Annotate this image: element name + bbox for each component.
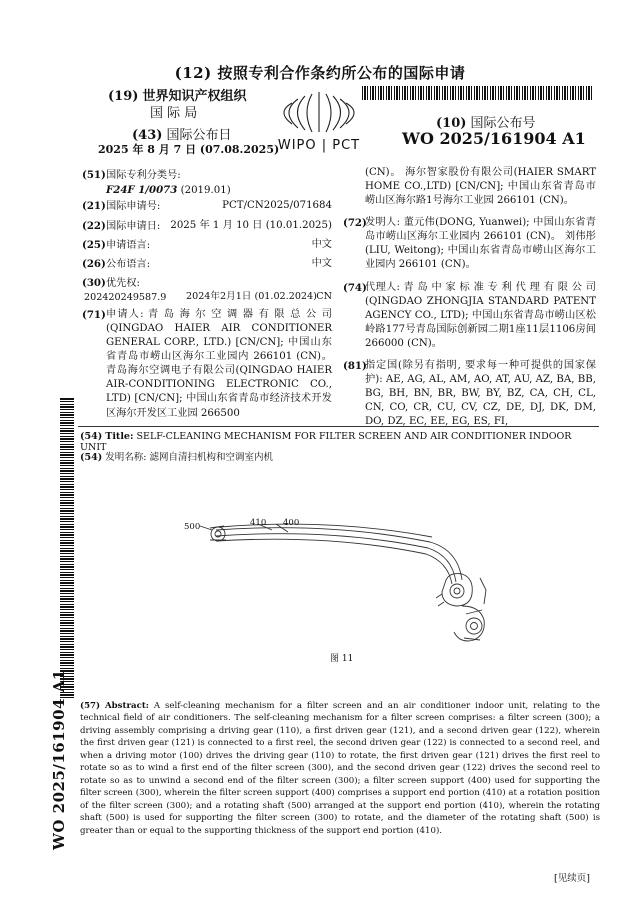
priority-country: CN bbox=[316, 291, 332, 302]
field-code: (74) bbox=[343, 281, 367, 294]
abstract-text: A self-cleaning mechanism for a filter screen and an air conditioner indoor unit, relating to the technical field of air conditioners. The self-cleaning mechanism for a filter screen comprises: a filter screen (300); a driving assembly comprising a driving gear (110), a first driven gear (121), and a second driven gear (122), wherein the first driven gear (121) is connected to a first reel, the second driven gear (122) is connected to a second reel, and when a driving motor (100) drives the driving gear (110) to rotate, the first driven gear (121) drives the first reel to rotate so as to wind a first end of the filter screen (300), and the second driven gear (122) drives the second reel to rotate so as to unwind a second end of the filter screen (300); a filter screen support (400) used for supporting the filter screen (300), wherein the filter screen support (400) comprises a support end portion (410) at a rotation position of the filter screen (300); and a rotating shaft (500) arranged at the support end portion (410), wherein the rotating shaft (500) is used for supporting the filter screen (300) to rotate, and the diameter of the rotating shaft (500) is greater than or equal to the supporting thickness of the support end portion (410). bbox=[80, 701, 600, 836]
filing-date: 2025 年 1 月 10 日 (10.01.2025) bbox=[170, 220, 332, 231]
barcode-side bbox=[60, 398, 74, 698]
section-divider bbox=[78, 426, 599, 427]
field-code: (26) bbox=[82, 258, 106, 270]
inventors-text: 发明人: 董元伟(DONG, Yuanwei); 中国山东省青岛市崂山区海尔工业园内 266101 (CN)。 刘伟彤 (LIU, Weitong); 中国山东省青岛市崂山区海尔工业园内 266101 (CN)。 bbox=[365, 217, 596, 271]
field-label: 发明名称: bbox=[105, 452, 147, 463]
publication-language: 中文 bbox=[311, 258, 332, 269]
field-code: (57) bbox=[80, 701, 101, 711]
field-label: 公布语言: bbox=[106, 259, 151, 270]
field-code: (21) bbox=[82, 200, 106, 212]
field-26 bbox=[82, 257, 332, 272]
ipc-class: F24F 1/0073 bbox=[106, 184, 178, 197]
field-code: (22) bbox=[82, 220, 106, 232]
applicants-text: 申请人: 青 岛 海 尔 空 调 器 有 限 总 公 司 (QINGDAO HAIER AIR CONDITIONER GENERAL CORP., LTD.) [CN/CN]; 中国山东省青岛市崂山区海尔工业园内 266101 (CN)。 青岛海尔空调电子有限公司(QINGDAO HAIER AIR-CONDITIONING ELECTRONIC CO., LTD) [CN/CN]; 中国山东省青岛市经济技术开发区海尔开发区工业园 266500 bbox=[106, 309, 332, 419]
title-en-text: SELF-CLEANING MECHANISM FOR FILTER SCREEN AND AIR CONDITIONER INDOOR UNIT bbox=[80, 431, 572, 453]
pub-date-value: 2025 年 8 月 7 日 (07.08.2025) bbox=[98, 143, 280, 156]
priority-date: 2024年2月1日 (01.02.2024) bbox=[186, 291, 317, 302]
ipc-year: (2019.01) bbox=[180, 185, 231, 197]
continuation-note: [见续页] bbox=[554, 873, 590, 884]
field-25 bbox=[82, 238, 332, 253]
field-21 bbox=[82, 199, 332, 214]
bib-left-column bbox=[82, 168, 332, 423]
title-zh-text: 滤网自清扫机构和空调室内机 bbox=[149, 452, 273, 463]
field-label: 优先权: bbox=[106, 278, 140, 289]
field-code: (51) bbox=[82, 169, 106, 181]
field-label: 国际申请号: bbox=[106, 201, 161, 212]
filing-language: 中文 bbox=[311, 239, 332, 250]
field-74 bbox=[343, 281, 596, 351]
field-label: 国际申请日: bbox=[106, 221, 161, 232]
field-code: (71) bbox=[82, 309, 106, 321]
pub-date-label: 国际公布日 bbox=[166, 128, 232, 143]
label-400: 400 bbox=[283, 518, 300, 528]
pub-number-label: 国际公布号 bbox=[470, 116, 536, 131]
wipo-logo bbox=[272, 88, 366, 152]
figure-drawing bbox=[180, 510, 500, 650]
field-51 bbox=[82, 168, 332, 198]
field-code: (54) bbox=[80, 452, 103, 463]
field-22 bbox=[82, 219, 332, 234]
figure-caption: 图 11 bbox=[330, 654, 354, 664]
field-72 bbox=[343, 216, 596, 272]
document-title: (12) 按照专利合作条约所公布的国际申请 bbox=[174, 64, 466, 82]
org-name: 世界知识产权组织 bbox=[142, 89, 247, 104]
org-subname: 国 际 局 bbox=[150, 106, 198, 121]
field-code: (54) bbox=[80, 431, 103, 442]
org-code: (19) bbox=[108, 89, 139, 104]
field-label: 申请语言: bbox=[106, 240, 151, 251]
field-code: (72) bbox=[343, 217, 367, 230]
side-pub-number: WO 2025/161904 A1 bbox=[50, 669, 68, 850]
field-code: (30) bbox=[82, 277, 106, 289]
barcode-top bbox=[362, 86, 592, 100]
label-500: 500 bbox=[184, 522, 201, 532]
priority-number: 202420249587.9 bbox=[84, 292, 167, 304]
field-81 bbox=[343, 359, 596, 429]
label-410: 410 bbox=[250, 518, 267, 528]
pub-number-value: WO 2025/161904 A1 bbox=[402, 129, 586, 148]
pub-number-code: (10) bbox=[436, 116, 467, 131]
mechanism-drawing bbox=[180, 510, 500, 650]
field-label: 国际专利分类号: bbox=[106, 170, 181, 181]
field-code: (81) bbox=[343, 359, 367, 372]
field-code: (25) bbox=[82, 239, 106, 251]
wipo-emblem-icon bbox=[272, 88, 366, 136]
wipo-pct-text: WIPO | PCT bbox=[277, 138, 361, 153]
abstract-label: Abstract: bbox=[105, 701, 149, 711]
abstract bbox=[80, 700, 600, 837]
field-30 bbox=[82, 276, 332, 305]
field-71 bbox=[82, 308, 332, 421]
agent-text: 代理人: 青 岛 中 家 标 准 专 利 代 理 有 限 公 司 (QINGDAO ZHONGJIA STANDARD PATENT AGENCY CO., LTD); 中国山东省青岛市崂山区松岭路177号青岛国际创新园二期1座11层1106房间 266000 (CN)。 bbox=[365, 281, 596, 349]
application-number: PCT/CN2025/071684 bbox=[222, 200, 332, 211]
designated-states-text: 指定国(除另有指明, 要求每一种可提供的国家保护): AE, AG, AL, AM, AO, AT, AU, AZ, BA, BB, BG, BH, BN, BR, BW, BY, BZ, CA, CH, CL, CN, CO, CR, CU, CV, CZ, DE, DJ, DK, DM, DO, DZ, EC, EE, EG, ES, FI, bbox=[365, 359, 596, 428]
bib-right-column bbox=[343, 166, 596, 428]
pub-date-code: (43) bbox=[132, 128, 163, 143]
field-label: Title: bbox=[105, 431, 134, 442]
applicants-continued: (CN)。 海尔智家股份有限公司(HAIER SMART HOME CO.,LTD) [CN/CN]; 中国山东省青岛市崂山区海尔路1号海尔工业园 266101 (CN)。 bbox=[365, 167, 596, 207]
title-zh bbox=[80, 449, 273, 463]
